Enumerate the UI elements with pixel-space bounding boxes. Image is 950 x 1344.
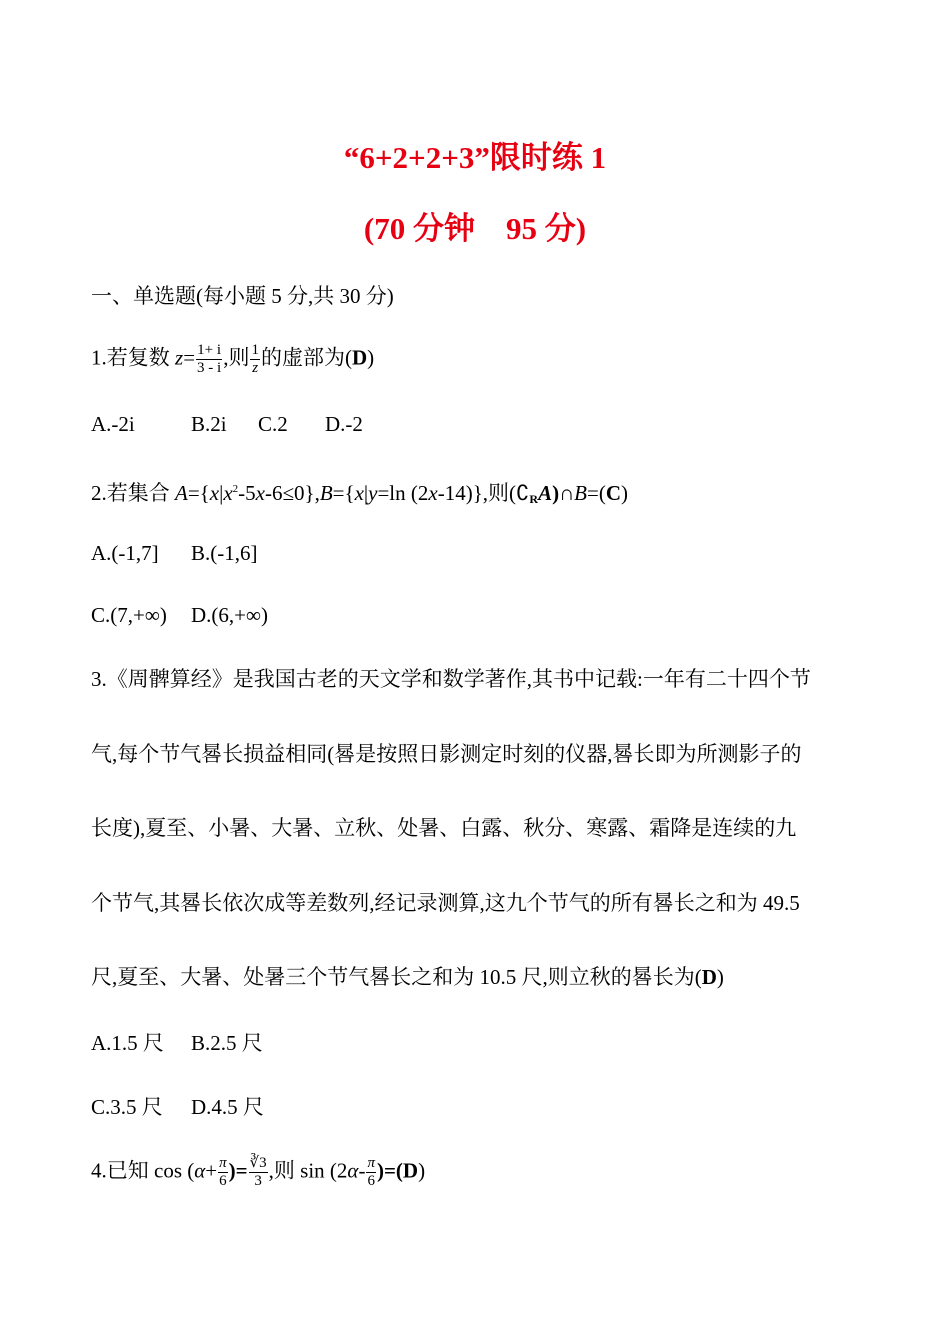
q2-part: -14)},则(∁ <box>437 481 530 505</box>
q2-set-a-ref: A <box>538 481 553 505</box>
q2-var-x: x <box>255 481 265 505</box>
q3-line-4: 个节气,其晷长依次成等差数列,经记录测算,这九个节气的所有晷长之和为 49.5 <box>91 891 800 915</box>
q1-var: z <box>175 345 184 370</box>
q2-part: | <box>363 481 369 505</box>
q3-option-c: C.3.5 尺 <box>91 1095 163 1119</box>
q2-part: =ln (2 <box>377 481 429 505</box>
q4-fraction-pi-6-b <box>366 1155 376 1190</box>
q1-denominator: 3 - i <box>197 360 222 376</box>
q2-var-x: x <box>354 481 364 505</box>
q4-fraction-root <box>249 1155 268 1190</box>
q2-text-a: 2.若集合 <box>91 481 175 505</box>
section-heading: 一、单选题(每小题 5 分,共 30 分) <box>91 284 394 308</box>
q4-six: 6 <box>219 1173 227 1189</box>
q2-part: ={ <box>332 481 355 505</box>
q1-close: ) <box>367 345 375 370</box>
q1-option-a: A.-2i <box>91 412 135 436</box>
q2-part: | <box>219 481 224 505</box>
q4-eq: )= <box>228 1158 248 1183</box>
q2-var-y: y <box>368 481 378 505</box>
q1-eq: = <box>183 345 196 370</box>
q1-denominator-2: z <box>252 360 259 376</box>
question-4 <box>91 1155 425 1190</box>
q2-option-a: A.(-1,7] <box>91 541 159 565</box>
q3-option-a: A.1.5 尺 <box>91 1031 164 1055</box>
q3-option-b: B.2.5 尺 <box>191 1031 263 1055</box>
q4-alpha: α <box>194 1158 206 1183</box>
q1-numerator-2: 1 <box>251 342 259 358</box>
q2-var-x: x <box>223 481 233 505</box>
q1-answer: D <box>351 345 368 370</box>
q3-options-row-2 <box>91 1092 264 1122</box>
q1-fraction <box>196 342 222 377</box>
q4-root: ∛3 <box>249 1155 267 1171</box>
q4-pi-2: π <box>367 1155 375 1171</box>
q4-fraction-pi-6 <box>218 1155 228 1190</box>
question-2 <box>91 474 628 514</box>
q4-minus: - <box>358 1158 366 1183</box>
q1-option-b: B.2i <box>191 412 227 436</box>
q4-alpha-2: α <box>347 1158 359 1183</box>
q2-options-row-1 <box>91 538 258 568</box>
q4-close: ) <box>418 1158 426 1183</box>
q2-exponent: 2 <box>232 483 239 495</box>
q3-line-2: 气,每个节气晷长损益相同(晷是按照日影测定时刻的仪器,晷长即为所测影子的 <box>91 742 802 766</box>
q3-line-5 <box>91 962 724 992</box>
q4-prefix: 4.已知 cos ( <box>91 1158 195 1183</box>
q1-fraction-2 <box>250 342 260 377</box>
page-subtitle: (70 分钟 95 分) <box>363 211 587 246</box>
q3-close: ) <box>716 965 724 989</box>
q2-set-a-name: A <box>175 481 188 505</box>
q2-set-b-ref: B <box>574 481 587 505</box>
q2-part: -6≤0}, <box>264 481 320 505</box>
q3-options-row-1 <box>91 1028 263 1058</box>
q1-suffix: 的虚部为( <box>260 345 352 370</box>
q2-part: ) <box>621 481 629 505</box>
q2-option-c: C.(7,+∞) <box>91 603 167 627</box>
q2-part: ={ <box>187 481 210 505</box>
q2-part: -5 <box>238 481 256 505</box>
q1-mid: ,则 <box>223 345 250 370</box>
q1-numerator: 1+ i <box>197 342 222 358</box>
question-1 <box>91 342 374 377</box>
q4-three: 3 <box>254 1173 262 1189</box>
q2-option-d: D.(6,+∞) <box>191 603 268 627</box>
q2-options-row-2 <box>91 600 268 630</box>
page-title: “6+2+2+3”限时练 1 <box>343 140 607 175</box>
q2-complement-subscript: R <box>529 492 539 506</box>
q2-part: )∩ <box>552 481 575 505</box>
q4-pi: π <box>219 1155 227 1171</box>
q2-var-x: x <box>428 481 438 505</box>
q1-option-c: C.2 <box>258 412 288 436</box>
q4-plus: + <box>205 1158 218 1183</box>
q3-line-1: 3.《周髀算经》是我国古老的天文学和数学著作,其书中记载:一年有二十四个节 <box>91 667 811 691</box>
q4-six-2: 6 <box>367 1173 375 1189</box>
q2-option-b: B.(-1,6] <box>191 541 258 565</box>
q3-last-line: 尺,夏至、大暑、处暑三个节气晷长之和为 10.5 尺,则立秋的晷长为( <box>91 965 702 989</box>
q2-var-x: x <box>209 481 220 505</box>
q4-eq-2: )=( <box>376 1158 403 1183</box>
q3-option-d: D.4.5 尺 <box>191 1095 264 1119</box>
q2-answer: C <box>605 481 622 505</box>
q3-answer: D <box>701 965 717 989</box>
q2-set-b-name: B <box>319 481 333 505</box>
q1-prefix: 1.若复数 <box>91 345 175 370</box>
q1-options <box>91 409 363 439</box>
q2-part: =( <box>587 481 606 505</box>
q3-line-3: 长度),夏至、小暑、大暑、立秋、处暑、白露、秋分、寒露、霜降是连续的九 <box>91 816 797 840</box>
q4-answer: D <box>402 1158 419 1183</box>
q4-mid: ,则 sin (2 <box>268 1158 348 1183</box>
q1-option-d: D.-2 <box>325 412 363 436</box>
